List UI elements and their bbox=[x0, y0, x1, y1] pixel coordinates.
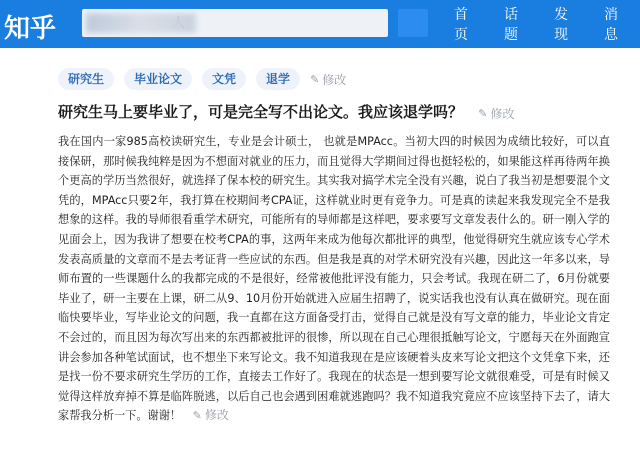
pencil-icon: ✎ bbox=[310, 72, 320, 86]
blurred-search-text bbox=[86, 13, 196, 33]
site-logo[interactable] bbox=[0, 0, 70, 48]
nav-home[interactable]: 首页 bbox=[454, 7, 468, 43]
top-bar bbox=[0, 0, 640, 48]
tag-item[interactable]: 文凭 bbox=[202, 68, 246, 90]
logo-text: 知乎 bbox=[4, 14, 57, 44]
title-text: 研究生马上要毕业了，可是完全写不出论文。我应该退学吗？ bbox=[58, 103, 464, 121]
question-body bbox=[58, 132, 610, 426]
edit-label: 修改 bbox=[204, 408, 229, 423]
nav-topics[interactable]: 话题 bbox=[504, 7, 518, 43]
pencil-icon: ✎ bbox=[192, 409, 202, 423]
nav-messages[interactable]: 消息 bbox=[604, 7, 618, 43]
tag-item[interactable]: 毕业论文 bbox=[124, 68, 192, 90]
bottom-fade bbox=[0, 453, 640, 465]
search-box[interactable] bbox=[82, 9, 388, 37]
question-tags bbox=[58, 68, 346, 90]
tag-item[interactable]: 研究生 bbox=[58, 68, 114, 90]
body-text: 我在国内一家985高校读研究生，专业是会计硕士， 也就是MPAcc。当初大四的时候因为成绩比较好，可以直接保研，那时候我纯粹是因为不想面对就业的压力，而且觉得大学期间过得也挺轻松的，如果能这样再待两年换个更高的学历当然很好，就选择了保本校的研究生。其实我对搞学术完全没有兴趣，说白了我当初是想要混个文凭的，MPAcc只要2年，我打算在校期间考CPA证，这样就业时更有竞争力。可是真的读起来我发现完全不是我想象的这样。我的导师很看重学术研究，可能所有的导师都是这样吧，要求要写文章发表什么的。研一刚入学的见面会上，因为我讲了想要在校考CPA的事，这两年来成为他每次都批评的典型，他觉得研究生就应该专心学术发表高质量的文章而不是去考证背一些应试的东西。但是我是真的对学术研究没有兴趣，因此这一年多以来，导师布置的一些课题什么的我都完成的不是很好，经常被他批评没有能力，只会考试。我现在研二了，6月份就要毕业了，研一主要在上课，研二从9、10月份开始就进入应届生招聘了，说实话我也没有认真在做研究。现在面临快要毕业，写毕业论文的问题，我一直都在这方面备受打击，觉得自己就是没有写文章的能力，毕业论文肯定不会过的，而且因为每次写出来的东西都被批评的很惨，所以现在自己心理很抵触写论文，宁愿每天在外面跑宣讲会参加各种笔试面试，也不想坐下来写论文。我不知道我现在是应该硬着头皮来写论文把这个文凭拿下来，还是找一份不要求研究生学历的工作，直接去工作好了。我现在的状态是一想到要写论文就很难受，可是有时候又觉得这样放弃掉不算是临阵脱逃，以后自己也会遇到困难就逃跑吗？我不知道我究竟应不应该坚持下去了，请大家帮我分析一下。谢谢！ bbox=[58, 135, 610, 423]
pencil-icon: ✎ bbox=[478, 107, 488, 120]
nav-discover[interactable]: 发现 bbox=[554, 7, 568, 43]
question-title bbox=[58, 100, 618, 126]
edit-label: 修改 bbox=[322, 72, 347, 87]
tag-item[interactable]: 退学 bbox=[256, 68, 300, 90]
edit-label: 修改 bbox=[490, 107, 515, 121]
main-nav bbox=[440, 0, 640, 48]
edit-title-link[interactable] bbox=[478, 102, 514, 126]
edit-tags-link[interactable] bbox=[310, 71, 346, 88]
search-button[interactable] bbox=[398, 9, 428, 37]
edit-body-link[interactable] bbox=[193, 406, 229, 426]
